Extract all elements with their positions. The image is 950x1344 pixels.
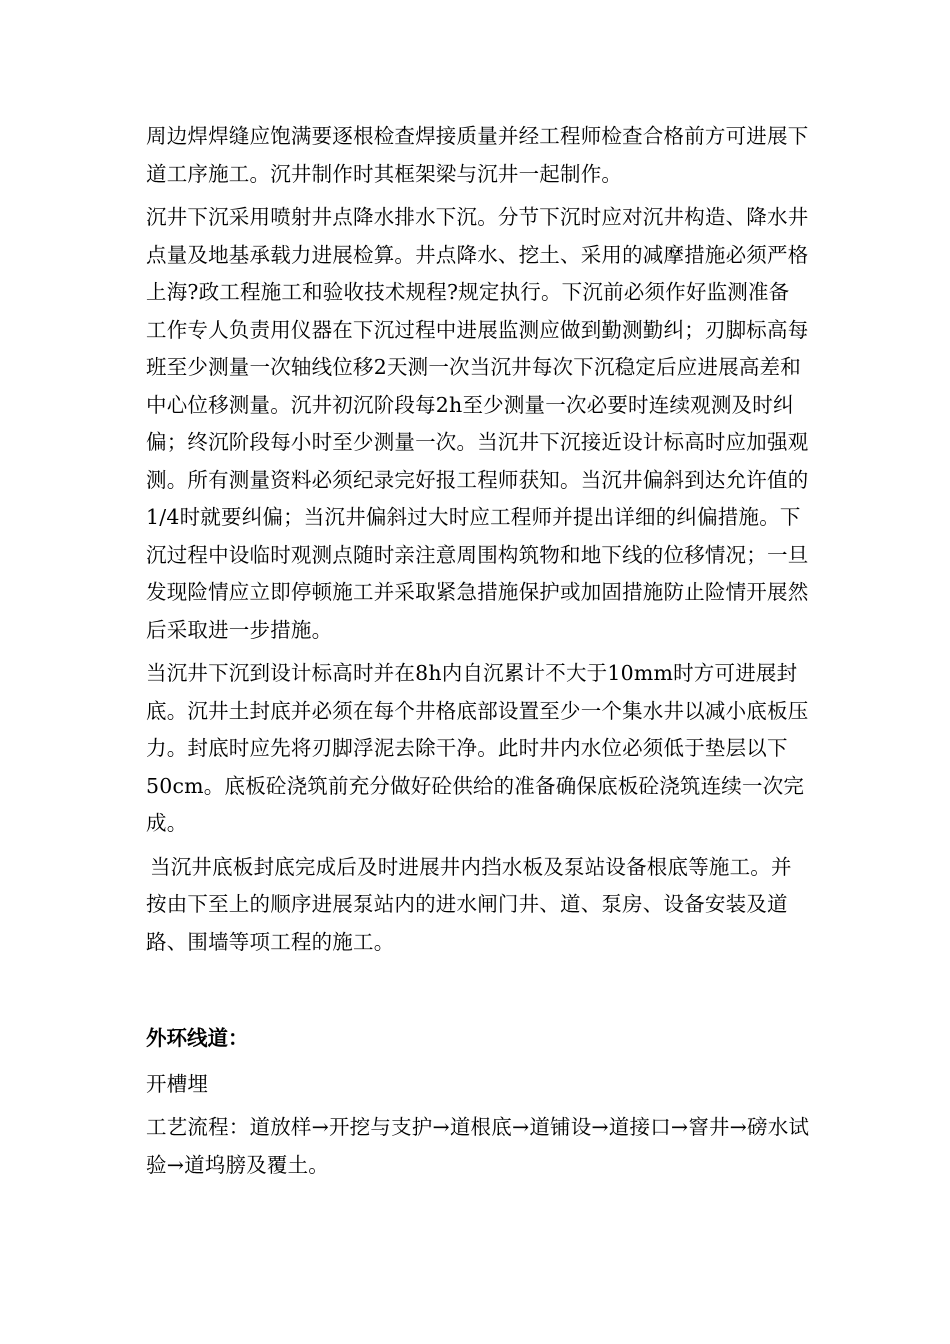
section-heading: 外环线道： [146, 1026, 249, 1050]
section-subheading: 开槽埋 [146, 1071, 209, 1096]
paragraph-sealing: 当沉井下沉到设计标高时并在8h内自沉累计不大于10mm时方可进展封底。沉井土封底并必须在每个井格底部设置至少一个集水井以减小底板压力。封底时应先将刃脚浮泥去除干净。此时井内水位必须低于垫层以下50cm。底板砼浇筑前充分做好砼供给的准备确保底板砼浇筑连续一次完成。 [146, 661, 809, 835]
paragraph-sinking: 沉井下沉采用喷射井点降水排水下沉。分节下沉时应对沉井构造、降水井点量及地基承载力进展检算。井点降水、挖土、采用的减摩措施必须严格上海?政工程施工和验收技术规程?规定执行。下沉前必须作好监测准备工作专人负责用仪器在下沉过程中进展监测应做到勤测勤纠；刃脚标高每班至少测量一次轴线位移2天测一次当沉井每次下沉稳定后应进展高差和中心位移测量。沉井初沉阶段每2h至少测量一次必要时连续观测及时纠偏；终沉阶段每小时至少测量一次。当沉井下沉接近设计标高时应加强观测。所有测量资料必须纪录完好报工程师获知。当沉井偏斜到达允许值的1/4时就要纠偏；当沉井偏斜过大时应工程师并提出详细的纠偏措施。下沉过程中设临时观测点随时亲注意周围构筑物和地下线的位移情况；一旦发现险情应立即停顿施工并采取紧急措施保护或加固措施防止险情开展然后采取进一步措施。 [146, 205, 809, 642]
document-page [146, 118, 810, 1190]
section-spacer [146, 967, 810, 1020]
process-flow: 工艺流程：道放样→开挖与支护→道根底→道铺设→道接口→窨井→磅水试验→道坞膀及覆土。 [146, 1115, 810, 1177]
paragraph-welding: 周边焊焊缝应饱满要逐根检查焊接质量并经工程师检查合格前方可进展下道工序施工。沉井制作时其框架梁与沉井一起制作。 [146, 124, 809, 186]
paragraph-construction-order: 当沉井底板封底完成后及时进展井内挡水板及泵站设备根底等施工。并按由下至上的顺序进展泵站内的进水闸门井、道、泵房、设备安装及道路、围墙等项工程的施工。 [146, 854, 792, 954]
